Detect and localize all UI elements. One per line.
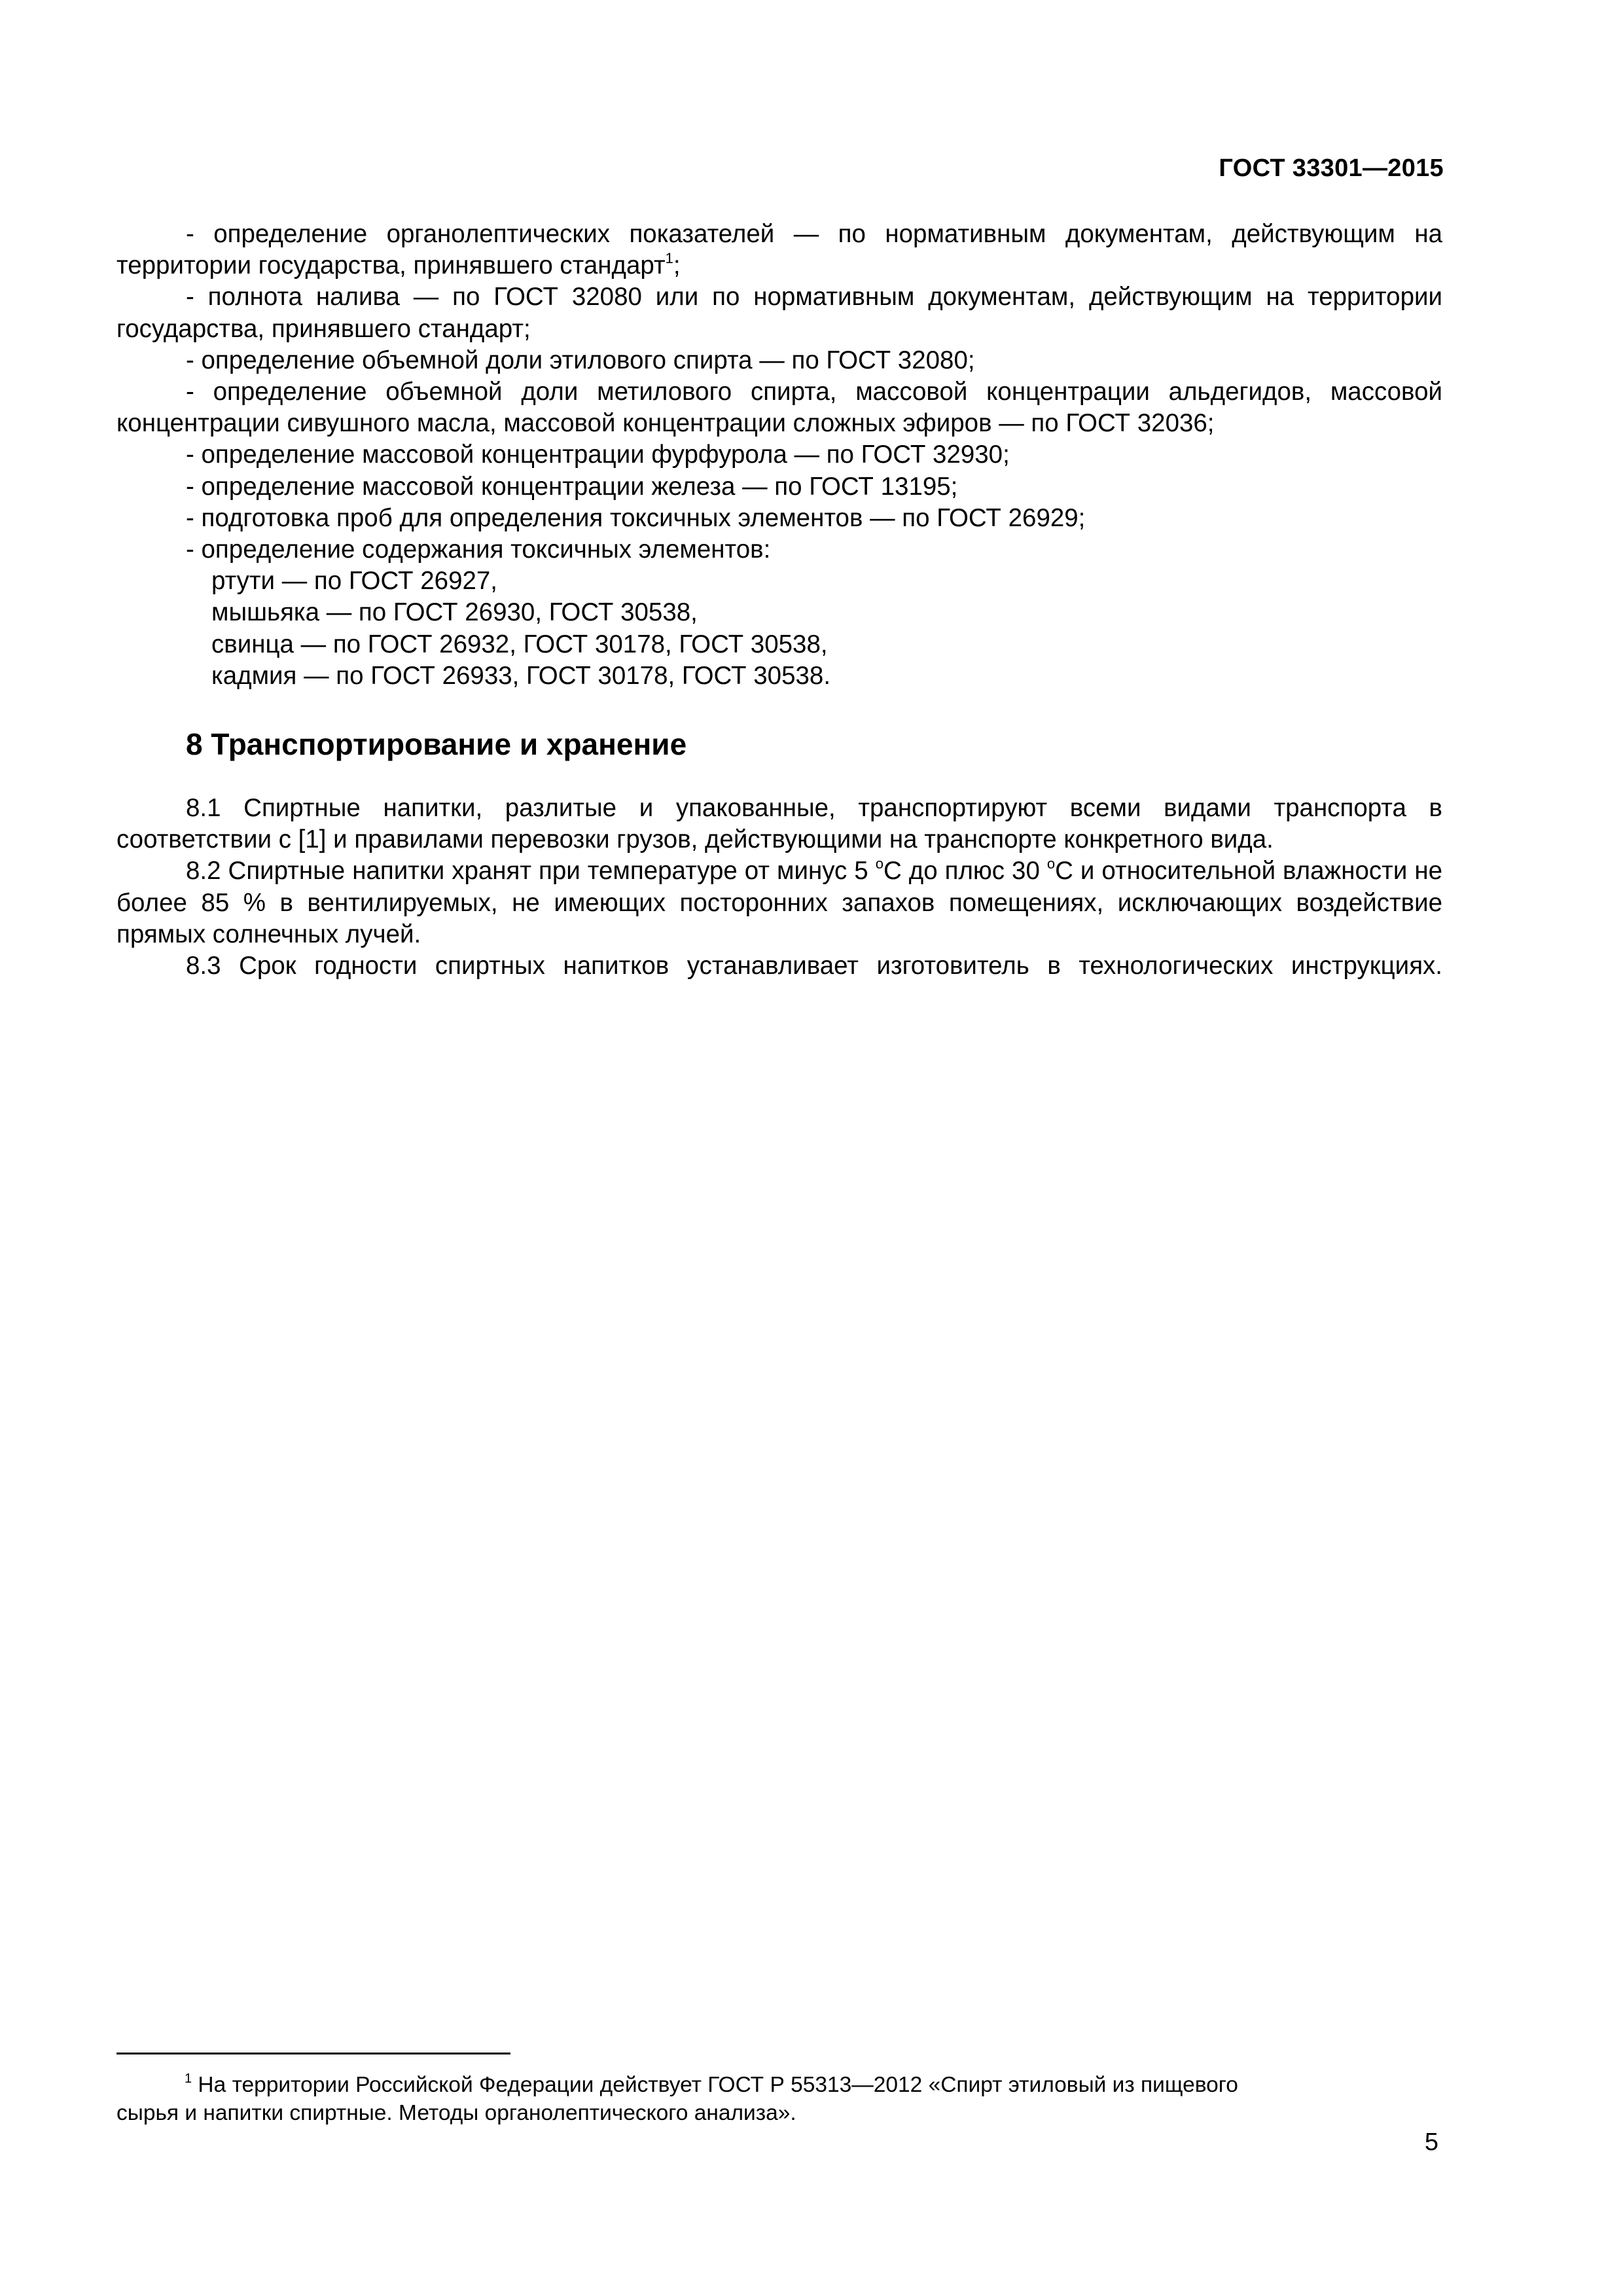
method-furfural: - определение массовой концентрации фурфурола — по ГОСТ 32930;: [186, 440, 1010, 469]
clause-8-2: [116, 855, 1442, 950]
footnote-line-2: сырья и напитки спиртные. Методы органолептического анализа».: [116, 2101, 796, 2125]
toxic-cadmium: кадмия — по ГОСТ 26933, ГОСТ 30178, ГОСТ 30538.: [211, 661, 831, 690]
footnote-separator: [116, 2053, 510, 2054]
section-8-heading: 8 Транспортирование и хранение: [186, 727, 687, 762]
clause-8-2-part-c: С и относительной влажности не более 85 % в вентилируемых, не имеющих посторонних запахов помещениях, исключающих воздействие прямых солнечных лучей.: [116, 857, 1442, 948]
footnote-text-1: На территории Российской Федерации действует ГОСТ Р 55313—2012 «Спирт этиловый из пищевого: [192, 2073, 1238, 2097]
clause-8-3: 8.3 Срок годности спиртных напитков устанавливает изготовитель в технологических инструкциях.: [186, 952, 1442, 980]
footnote: [116, 2071, 1399, 2127]
method-organoleptic-tail: ;: [673, 251, 681, 280]
footnote-reference: 1: [665, 250, 673, 267]
toxic-mercury: ртути — по ГОСТ 26927,: [211, 567, 497, 596]
method-iron: - определение массовой концентрации железа — по ГОСТ 13195;: [186, 472, 958, 501]
method-organoleptic: [116, 219, 1442, 281]
clause-8-1: 8.1 Спиртные напитки, разлитые и упакованные, транспортируют всеми видами транспорта в соответствии с [1] и правилами перевозки грузов, действующими на транспорте конкретного вида.: [116, 794, 1442, 854]
degree-sign: о: [1046, 855, 1056, 872]
method-fill-volume: - полнота налива — по ГОСТ 32080 или по нормативным документам, действующим на территории государства, принявшего стандарт;: [116, 283, 1442, 343]
method-sample-preparation: - подготовка проб для определения токсичных элементов — по ГОСТ 26929;: [186, 503, 1086, 532]
page-body: [116, 219, 1442, 982]
method-organoleptic-text: - определение органолептических показателей — по нормативным документам, действующим на территории государства, принявшего стандарт: [116, 220, 1442, 280]
page-number: 5: [1424, 2128, 1438, 2156]
method-toxic-elements: - определение содержания токсичных элементов:: [186, 535, 771, 564]
clause-8-2-part-a: 8.2 Спиртные напитки хранят при температуре от минус 5: [186, 857, 876, 886]
footnote-marker: 1: [185, 2072, 192, 2086]
clause-8-2-part-b: С до плюс 30: [883, 857, 1047, 886]
document-designation: ГОСТ 33301—2015: [1219, 154, 1444, 182]
method-methanol-aldehydes: - определение объемной доли метилового спирта, массовой концентрации альдегидов, массовой концентрации сивушного масла, массовой концентрации сложных эфиров — по ГОСТ 32036;: [116, 378, 1442, 438]
method-ethanol: - определение объемной доли этилового спирта — по ГОСТ 32080;: [186, 346, 975, 374]
degree-sign: о: [875, 855, 883, 872]
footnote-line-1: [116, 2071, 1399, 2099]
toxic-arsenic: мышьяка — по ГОСТ 26930, ГОСТ 30538,: [211, 598, 698, 627]
toxic-lead: свинца — по ГОСТ 26932, ГОСТ 30178, ГОСТ 30538,: [211, 630, 828, 658]
